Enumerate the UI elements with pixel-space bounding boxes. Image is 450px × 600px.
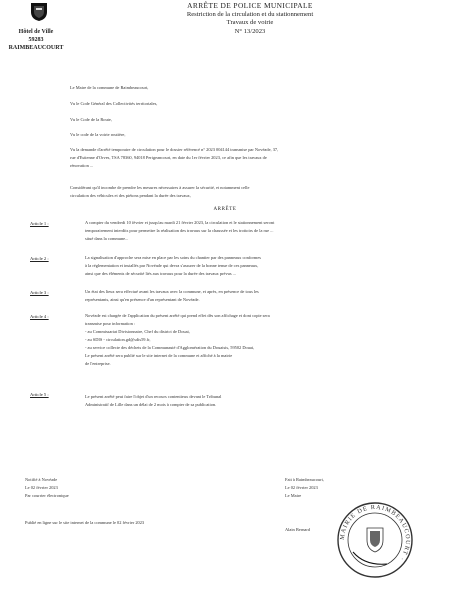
town-address	[6, 28, 66, 52]
article-line: - au service collecte des déchets de la Communauté d'Agglomération du Douaisis, 59502 Douai,	[85, 345, 255, 350]
vu-line-1: Vu le Code Général des Collectivités territoriales,	[70, 101, 158, 106]
vu-4-line-1: Vu la demande d'arrêté temporaire de circulation pour le dossier référencé n° 2023 004144 transmise par Novéade, 37,	[70, 147, 279, 152]
article-4-text	[85, 312, 435, 368]
made-at: Fait à Raimbeaucourt,	[285, 477, 324, 482]
town-seal-stamp	[335, 500, 415, 580]
vu-4-line-3: rénovation ...	[70, 163, 94, 168]
vu-line-3: Vu le code de la voirie routière,	[70, 132, 126, 137]
svg-text:MAIRIE DE RAIMBEAUCOURT ·: MAIRIE DE RAIMBEAUCOURT ·	[338, 503, 412, 563]
article-line: ainsi que des éléments de sécurité liés aux travaux pour la durée des travaux prévus ...	[85, 271, 236, 276]
signature-block	[285, 476, 425, 500]
considerant-line-2: circulation des véhicules et des piétons pendant la durée des travaux,	[70, 193, 191, 198]
notification-block	[25, 476, 225, 500]
document-title: ARRÊTE DE POLICE MUNICIPALE	[187, 1, 313, 10]
article-line: - au Commissariat Divisionnaire, Chef du district de Douai,	[85, 329, 190, 334]
considerant-line-1: Considérant qu'il incombe de prendre les mesures nécessaires à assurer la sécurité, et notamment celle	[70, 185, 250, 190]
article-line: de l'entreprise.	[85, 361, 111, 366]
notified-method: Par courrier électronique	[25, 493, 69, 498]
article-line: représentants, ainsi qu'en présence d'un représentant de Novéade.	[85, 297, 200, 302]
vu-paragraph	[70, 146, 430, 170]
signature-date: Le 02 février 2023	[285, 485, 318, 490]
arrete-heading: ARRÊTE	[213, 207, 237, 212]
document-header	[175, 2, 325, 36]
document-works: Travaux de voirie	[226, 19, 274, 27]
article-line: temporairement interdits pour permettre la réalisation des travaux sur la chaussée et les trottoirs de la rue ...	[85, 228, 274, 233]
town-line2: 59283 RAIMBEAUCOURT	[8, 37, 64, 51]
article-2-text	[85, 254, 435, 278]
article-line: Le présent arrêté peut faire l'objet d'un recours contentieux devant le Tribunal	[85, 394, 222, 399]
article-2-label: Article 2 :	[30, 256, 49, 261]
article-3-text	[85, 288, 435, 304]
article-line: Novéade est chargée de l'application du présent arrêté qui prend effet dès son affichage et dont copie sera	[85, 313, 270, 318]
document-subtitle: Restriction de la circulation et du stationnement	[186, 10, 314, 18]
article-line: situé dans la commune...	[85, 236, 129, 241]
article-line: transmise pour information :	[85, 321, 136, 326]
article-line: Un état des lieux sera effectué avant les travaux avec la commune, et après, en présence de tous les	[85, 289, 259, 294]
article-line: La signalisation d'approche sera mise en place par les soins du chantier par des panneaux conformes	[85, 255, 261, 260]
considerant-paragraph	[70, 184, 430, 200]
town-crest-logo	[30, 2, 48, 22]
article-line: Le présent arrêté sera publié sur le site internet de la commune et affiché à la mairie	[85, 353, 233, 358]
article-1-text	[85, 219, 435, 243]
document-number: N° 13/2023	[234, 27, 266, 35]
signatory-name: Alain Bernard	[285, 527, 310, 532]
notified-date: Le 02 février 2023	[25, 485, 58, 490]
publication-line: Publié en ligne sur le site internet de la commune le 02 février 2023	[25, 520, 145, 525]
article-5-text	[85, 393, 435, 409]
article-3-label: Article 3 :	[30, 290, 49, 295]
article-line: - au SDIS - circulation.gd@sdis59.fr,	[85, 337, 151, 342]
signatory-role: Le Maire	[285, 493, 302, 498]
article-1-label: Article 1 :	[30, 221, 49, 226]
article-5-label: Article 5 :	[30, 392, 49, 397]
town-line1: Hôtel de Ville	[18, 29, 54, 35]
article-line: A compter du vendredi 10 février et jusqu'au mardi 21 février 2023, la circulation et le stationnement seront	[85, 220, 275, 225]
vu-4-line-2: rue d'Estienne d'Orves, TSA 78360, 94018 Perigeancourt, en date du 1er février 2023, ce afin que les travaux de	[70, 155, 267, 160]
article-line: Administratif de Lille dans un délai de 2 mois à compter de sa publication.	[85, 402, 217, 407]
mayor-line: Le Maire de la commune de Raimbeaucourt,	[70, 85, 149, 90]
vu-line-2: Vu le Code de la Route,	[70, 117, 112, 122]
article-line: à la réglementation et installés par Novéade qui devra s'assurer de la bonne tenue de ces panneaux,	[85, 263, 259, 268]
article-4-label: Article 4 :	[30, 314, 49, 319]
notified-to: Notifié à Novéade	[25, 477, 58, 482]
